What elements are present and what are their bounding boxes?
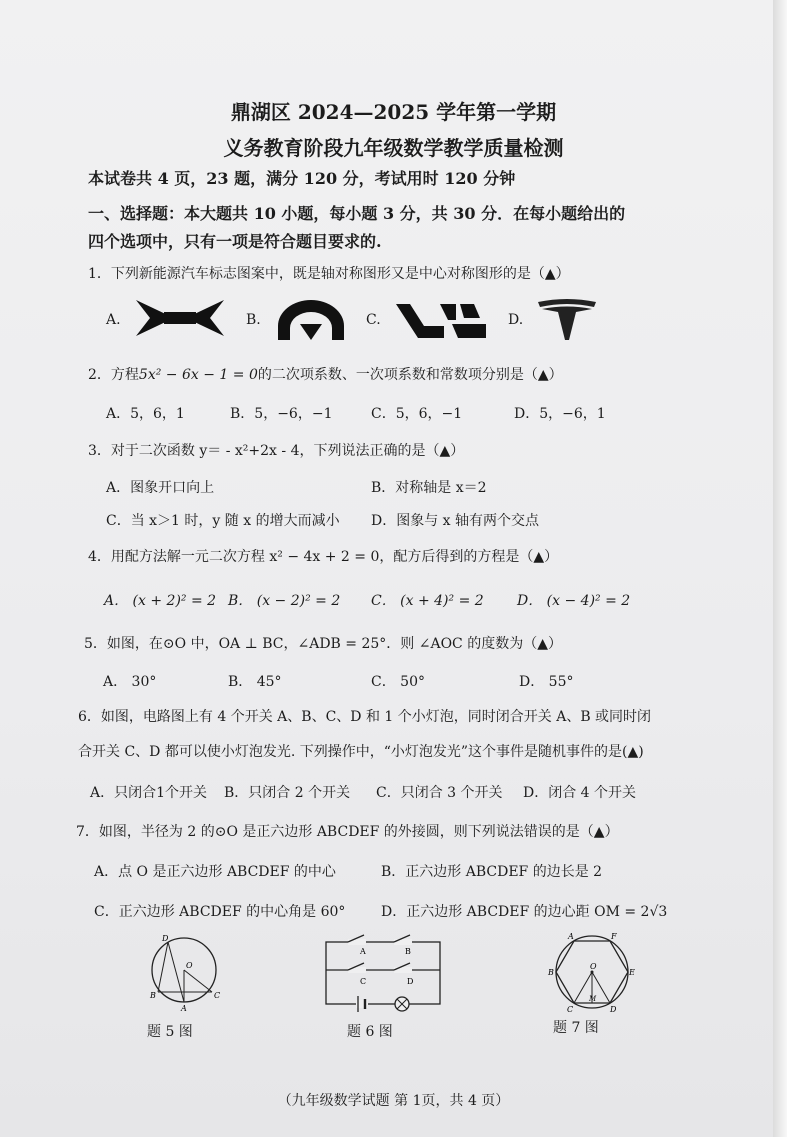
question-4-stem: 4．用配方法解一元二次方程 x² − 4x + 2 = 0，配方后得到的方程是（▲） bbox=[88, 549, 559, 565]
section-heading-line1: 一、选择题：本大题共 10 小题，每小题 3 分，共 30 分．在每小题给出的 bbox=[88, 204, 626, 223]
paper-edge bbox=[773, 0, 787, 1137]
fig6-label-c: C bbox=[360, 977, 367, 986]
q2-stem-suffix: 的二次项系数、一次项系数和常数项分别是（▲） bbox=[257, 367, 563, 383]
figure-6-caption: 题 6 图 bbox=[347, 1024, 393, 1040]
q4-option-d: D． (x − 4)² = 2 bbox=[517, 593, 631, 609]
fig6-label-d: D bbox=[407, 977, 414, 986]
q1-label-b: B. bbox=[246, 312, 261, 328]
q5-option-d: D． 55° bbox=[519, 674, 574, 690]
fig6-label-a: A bbox=[360, 947, 366, 956]
q2-option-a: A．5，6，1 bbox=[106, 406, 185, 422]
block-letters-logo bbox=[394, 302, 488, 340]
q2-option-c: C．5，6，−1 bbox=[371, 406, 463, 422]
figure-5-circle-diagram bbox=[148, 932, 224, 1012]
fig7-label-e: E bbox=[629, 968, 635, 977]
q2-option-b: B．5，−6，−1 bbox=[230, 406, 333, 422]
q6-option-d: D．闭合 4 个开关 bbox=[523, 785, 637, 801]
q7-option-d: D．正六边形 ABCDEF 的边心距 OM = 2√3 bbox=[381, 904, 668, 920]
fig7-label-o: O bbox=[590, 962, 597, 971]
q6-option-c: C．只闭合 3 个开关 bbox=[376, 785, 503, 801]
fig6-label-b: B bbox=[405, 947, 411, 956]
q2-stem-prefix: 2．方程 bbox=[88, 367, 139, 383]
q3-option-a: A．图象开口向上 bbox=[106, 480, 215, 496]
question-5-stem: 5．如图，在⊙O 中，OA ⊥ BC，∠ADB = 25°．则 ∠AOC 的度数为（▲） bbox=[84, 636, 562, 652]
q1-label-c: C. bbox=[366, 312, 381, 328]
q1-label-a: A. bbox=[106, 312, 121, 328]
exam-subtitle: 义务教育阶段九年级数学教学质量检测 bbox=[223, 136, 564, 160]
q5-option-b: B． 45° bbox=[228, 674, 282, 690]
q4-option-b: B． (x − 2)² = 2 bbox=[228, 593, 341, 609]
q3-option-b: B．对称轴是 x＝2 bbox=[371, 480, 487, 496]
question-2-stem bbox=[88, 364, 563, 384]
fig7-label-c: C bbox=[567, 1005, 574, 1014]
fig7-label-m: M bbox=[589, 995, 597, 1003]
q5-option-a: A． 30° bbox=[103, 674, 157, 690]
q3-option-d: D．图象与 x 轴有两个交点 bbox=[371, 513, 540, 529]
x-shape-logo bbox=[134, 298, 226, 338]
fig5-label-b: B bbox=[150, 991, 156, 1000]
fig7-label-f: F bbox=[611, 932, 617, 941]
q4-option-c: C． (x + 4)² = 2 bbox=[371, 593, 484, 609]
fig7-label-a: A bbox=[568, 932, 574, 941]
t-shape-logo bbox=[536, 298, 598, 342]
question-6-line1: 6．如图，电路图上有 4 个开关 A、B、C、D 和 1 个小灯泡，同时闭合开关 A、B 或同时闭 bbox=[78, 709, 652, 725]
exam-title: 鼎湖区 2024—2025 学年第一学期 bbox=[230, 100, 557, 124]
exam-info: 本试卷共 4 页，23 题，满分 120 分，考试用时 120 分钟 bbox=[88, 169, 516, 188]
question-3-stem: 3．对于二次函数 y＝ - x²+2x - 4，下列说法正确的是（▲） bbox=[88, 443, 465, 459]
question-7-stem: 7．如图，半径为 2 的⊙O 是正六边形 ABCDEF 的外接圆，则下列说法错误的是（▲） bbox=[76, 824, 619, 840]
q7-option-c: C．正六边形 ABCDEF 的中心角是 60° bbox=[94, 904, 346, 920]
q5-option-c: C． 50° bbox=[371, 674, 425, 690]
q3-option-c: C．当 x＞1 时，y 随 x 的增大而减小 bbox=[106, 513, 340, 529]
q1-label-d: D. bbox=[508, 312, 524, 328]
fig5-label-a: A bbox=[181, 1004, 187, 1013]
fig7-label-b: B bbox=[548, 968, 554, 977]
fig5-label-d: D bbox=[162, 934, 169, 943]
fig5-label-c: C bbox=[214, 991, 221, 1000]
figure-5-caption: 题 5 图 bbox=[147, 1024, 193, 1040]
q2-option-d: D．5，−6，1 bbox=[514, 406, 606, 422]
figure-7-caption: 题 7 图 bbox=[553, 1020, 599, 1036]
q7-option-b: B．正六边形 ABCDEF 的边长是 2 bbox=[381, 864, 603, 880]
question-1-stem: 1．下列新能源汽车标志图案中，既是轴对称图形又是中心对称图形的是（▲） bbox=[88, 266, 570, 282]
page-footer: （九年级数学试题 第 1页，共 4 页） bbox=[277, 1093, 510, 1109]
q6-option-b: B．只闭合 2 个开关 bbox=[224, 785, 351, 801]
arch-logo bbox=[274, 296, 348, 344]
fig7-label-d: D bbox=[610, 1005, 617, 1014]
figure-6-circuit-diagram bbox=[322, 934, 444, 1012]
q7-option-a: A．点 O 是正六边形 ABCDEF 的中心 bbox=[94, 864, 336, 880]
question-6-line2: 合开关 C、D 都可以使小灯泡发光. 下列操作中，“小灯泡发光”这个事件是随机事件的是(▲) bbox=[78, 744, 644, 760]
figure-7-hexagon-diagram bbox=[548, 930, 636, 1014]
q6-option-a: A．只闭合1个开关 bbox=[90, 785, 208, 801]
q2-equation: 5x² − 6x − 1 = 0 bbox=[138, 367, 258, 383]
section-heading-line2: 四个选项中，只有一项是符合题目要求的. bbox=[88, 232, 382, 251]
q4-option-a: A． (x + 2)² = 2 bbox=[104, 593, 217, 609]
fig5-label-o: O bbox=[186, 961, 193, 970]
